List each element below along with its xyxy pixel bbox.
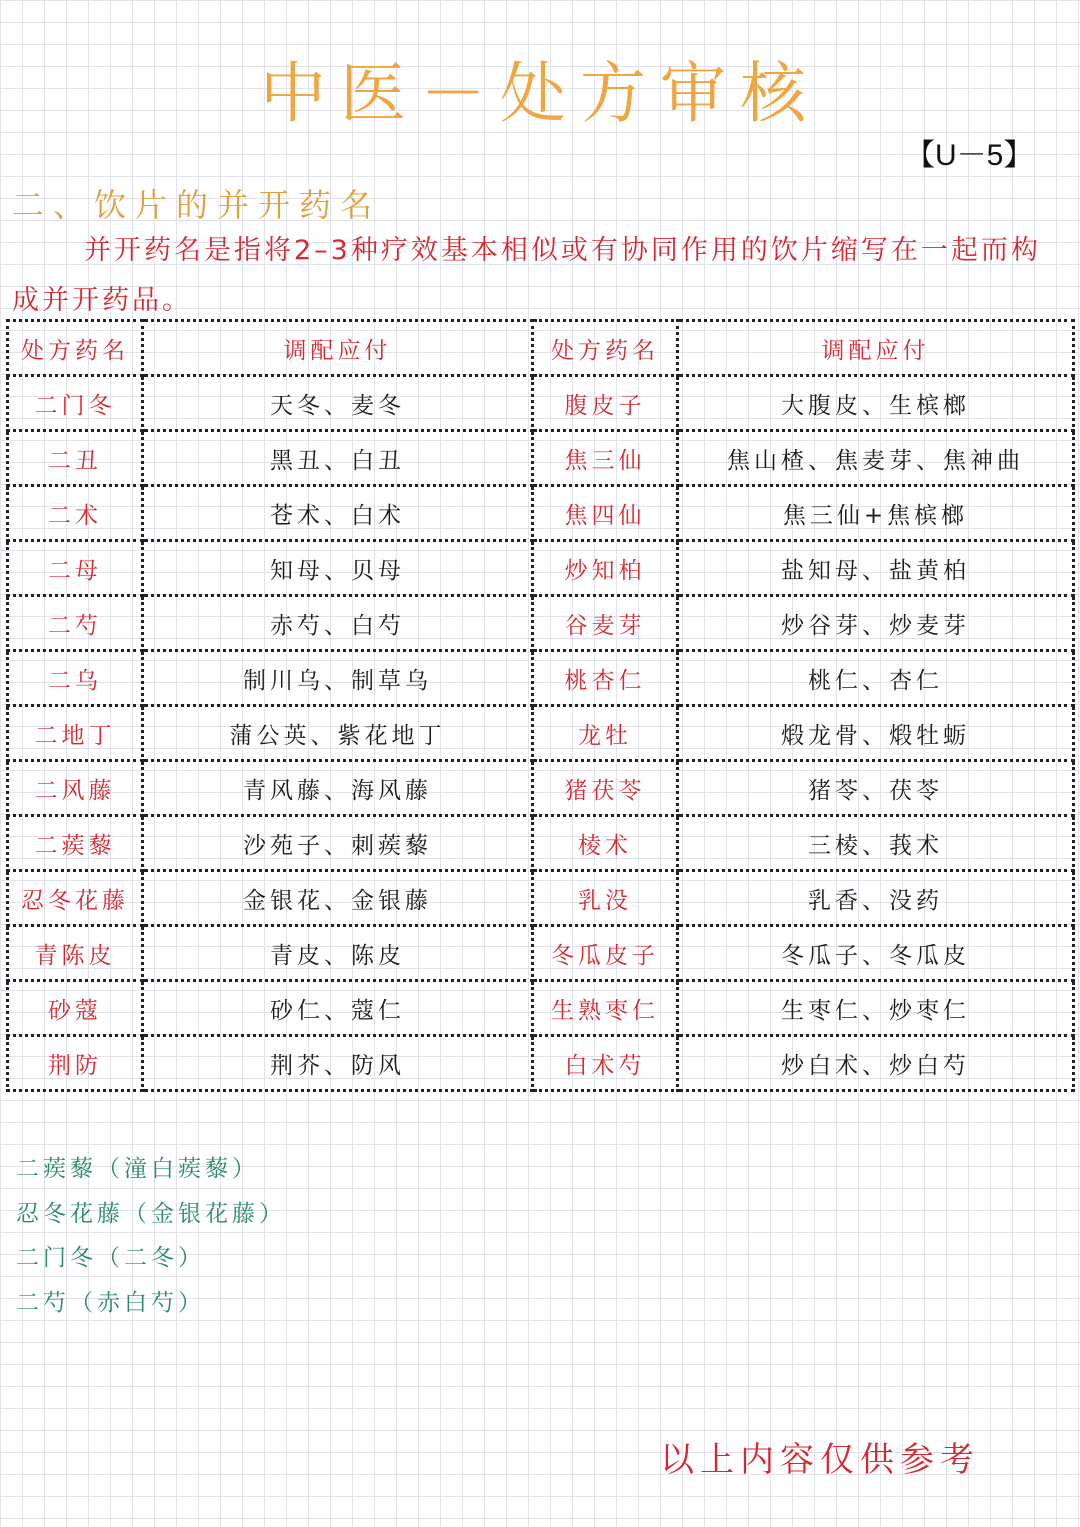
dispense-cell: 赤芍、白芍 xyxy=(143,596,533,651)
dispense-cell: 盐知母、盐黄柏 xyxy=(678,541,1074,596)
dispense-cell: 乳香、没药 xyxy=(678,871,1074,926)
rx-name-cell: 棱术 xyxy=(533,816,678,871)
table-row xyxy=(8,376,1074,431)
dispense-cell: 制川乌、制草乌 xyxy=(143,651,533,706)
dispense-cell: 荆芥、防风 xyxy=(143,1036,533,1091)
rx-name-cell: 龙牡 xyxy=(533,706,678,761)
rx-name-cell: 二门冬 xyxy=(8,376,143,431)
dispense-cell: 三棱、莪术 xyxy=(678,816,1074,871)
rx-name-cell: 青陈皮 xyxy=(8,926,143,981)
note-item: 二门冬（二冬） xyxy=(16,1245,205,1271)
rx-name-cell: 二地丁 xyxy=(8,706,143,761)
dispense-cell: 煅龙骨、煅牡蛎 xyxy=(678,706,1074,761)
dispense-cell: 天冬、麦冬 xyxy=(143,376,533,431)
dispense-cell: 焦山楂、焦麦芽、焦神曲 xyxy=(678,431,1074,486)
table-row xyxy=(8,1036,1074,1091)
table-row xyxy=(8,706,1074,761)
note-item: 二蒺藜（潼白蒺藜） xyxy=(16,1156,259,1182)
rx-name-cell: 乳没 xyxy=(533,871,678,926)
dispense-cell: 沙苑子、刺蒺藜 xyxy=(143,816,533,871)
rx-name-cell: 白术芍 xyxy=(533,1036,678,1091)
rx-name-cell: 腹皮子 xyxy=(533,376,678,431)
table-row xyxy=(8,486,1074,541)
table-row xyxy=(8,596,1074,651)
header-rx-name: 处方药名 xyxy=(533,321,678,376)
rx-name-cell: 荆防 xyxy=(8,1036,143,1091)
table-row xyxy=(8,981,1074,1036)
dispense-cell: 猪苓、茯苓 xyxy=(678,761,1074,816)
rx-name-cell: 焦四仙 xyxy=(533,486,678,541)
header-dispense: 调配应付 xyxy=(678,321,1074,376)
table-row xyxy=(8,926,1074,981)
rx-name-cell: 二术 xyxy=(8,486,143,541)
dispense-cell: 苍术、白术 xyxy=(143,486,533,541)
rx-name-cell: 桃杏仁 xyxy=(533,651,678,706)
note-item: 忍冬花藤（金银花藤） xyxy=(16,1201,286,1227)
note-item: 二芍（赤白芍） xyxy=(16,1290,205,1316)
table-row xyxy=(8,761,1074,816)
rx-name-cell: 二芍 xyxy=(8,596,143,651)
intro-paragraph: 并开药名是指将2–3种疗效基本相似或有协同作用的饮片缩写在一起而构成并开药品。 xyxy=(12,235,1041,316)
table-row xyxy=(8,871,1074,926)
rx-name-cell: 二风藤 xyxy=(8,761,143,816)
dispense-cell: 金银花、金银藤 xyxy=(143,871,533,926)
rx-name-cell: 忍冬花藤 xyxy=(8,871,143,926)
rx-name-cell: 炒知柏 xyxy=(533,541,678,596)
rx-name-cell: 猪茯苓 xyxy=(533,761,678,816)
section-title: 二、饮片的并开药名 xyxy=(12,186,382,224)
page-title: 中医－处方审核 xyxy=(260,55,820,132)
rx-name-cell: 谷麦芽 xyxy=(533,596,678,651)
header-rx-name: 处方药名 xyxy=(8,321,143,376)
table-row xyxy=(8,431,1074,486)
dispense-cell: 桃仁、杏仁 xyxy=(678,651,1074,706)
table-header-row xyxy=(8,321,1074,376)
rx-name-cell: 二丑 xyxy=(8,431,143,486)
dispense-cell: 大腹皮、生槟榔 xyxy=(678,376,1074,431)
table-row xyxy=(8,541,1074,596)
table-body xyxy=(8,376,1074,1091)
rx-name-cell: 砂蔻 xyxy=(8,981,143,1036)
dispense-cell: 青风藤、海风藤 xyxy=(143,761,533,816)
rx-name-cell: 生熟枣仁 xyxy=(533,981,678,1036)
rx-name-cell: 焦三仙 xyxy=(533,431,678,486)
rx-name-cell: 二母 xyxy=(8,541,143,596)
document-code: 【U－5】 xyxy=(905,139,1034,172)
rx-name-cell: 二乌 xyxy=(8,651,143,706)
dispense-cell: 知母、贝母 xyxy=(143,541,533,596)
header-dispense: 调配应付 xyxy=(143,321,533,376)
dispense-cell: 生枣仁、炒枣仁 xyxy=(678,981,1074,1036)
dispense-cell: 蒲公英、紫花地丁 xyxy=(143,706,533,761)
table-row xyxy=(8,816,1074,871)
table-row xyxy=(8,651,1074,706)
dispense-cell: 焦三仙+焦槟榔 xyxy=(678,486,1074,541)
rx-name-cell: 冬瓜皮子 xyxy=(533,926,678,981)
dispense-cell: 黑丑、白丑 xyxy=(143,431,533,486)
dispense-cell: 冬瓜子、冬瓜皮 xyxy=(678,926,1074,981)
dispense-cell: 青皮、陈皮 xyxy=(143,926,533,981)
dispense-cell: 炒谷芽、炒麦芽 xyxy=(678,596,1074,651)
dispense-cell: 炒白术、炒白芍 xyxy=(678,1036,1074,1091)
footer-disclaimer: 以上内容仅供参考 xyxy=(660,1440,980,1480)
rx-name-cell: 二蒺藜 xyxy=(8,816,143,871)
prescription-table xyxy=(6,319,1075,1092)
dispense-cell: 砂仁、蔻仁 xyxy=(143,981,533,1036)
